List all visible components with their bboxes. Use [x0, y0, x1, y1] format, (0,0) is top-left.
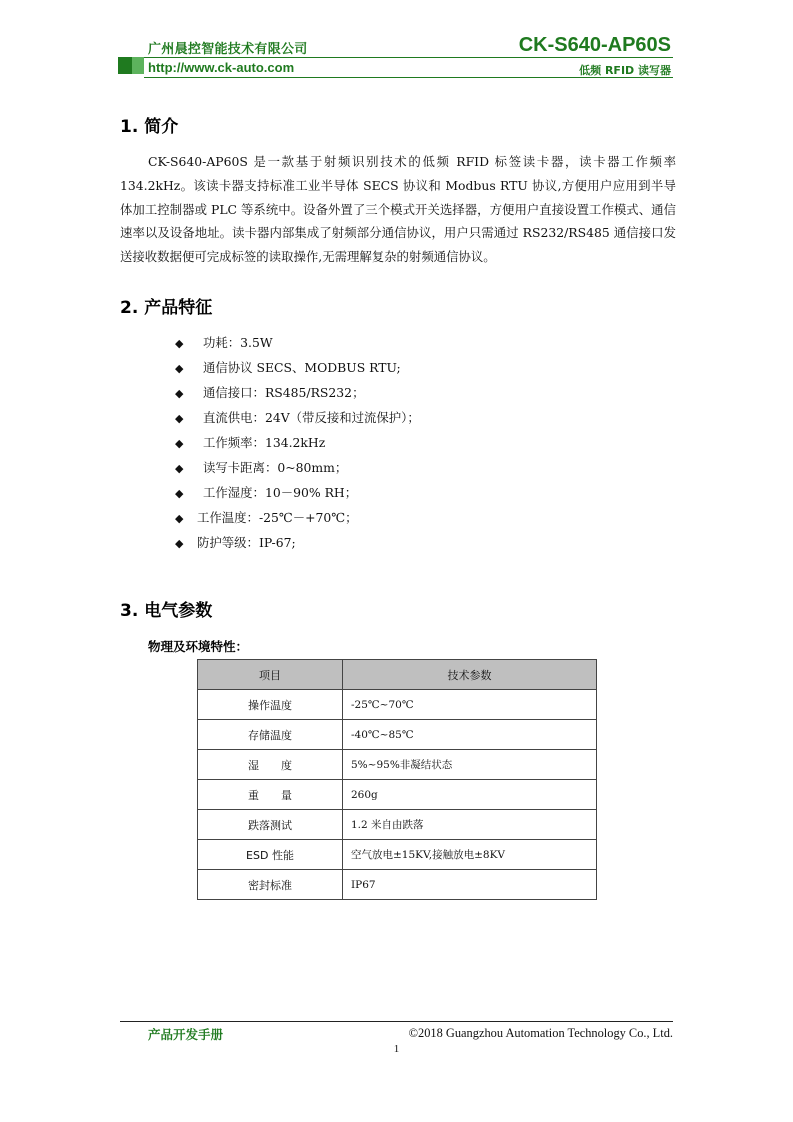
section-title-features: 2. 产品特征	[120, 298, 213, 318]
row-value: -25℃~70℃	[343, 690, 597, 720]
feature-text: 读写卡距离：0~80mm；	[203, 460, 348, 475]
features-list	[175, 330, 420, 555]
diamond-bullet-icon: ◆	[175, 537, 184, 550]
section-title-electrical: 3. 电气参数	[120, 601, 213, 621]
diamond-bullet-icon: ◆	[175, 437, 184, 450]
table-row	[198, 810, 597, 840]
feature-item	[175, 355, 420, 380]
intro-paragraph: CK-S640-AP60S 是一款基于射频识别技术的低频 RFID 标签读卡器，读卡器工作频率 134.2kHz。该读卡器支持标准工业半导体 SECS 协议和 Modbus RTU 协议,方便用户应用到半导体加工控制器或 PLC 等系统中。设备外置了三个模式开关选择器，方便用户直接设置工作模式、通信速率以及设备地址。读卡器内部集成了射频部分通信协议，用户只需通过 RS232/RS485 通信接口发送接收数据便可完成标签的读取操作,无需理解复杂的射频通信协议。	[120, 154, 676, 265]
footer-copyright: ©2018 Guangzhou Automation Technology Co., Ltd.	[408, 1026, 673, 1040]
feature-text: 工作湿度：10－90% RH；	[203, 485, 358, 500]
feature-item	[175, 455, 420, 480]
row-value: 1.2 米自由跌落	[343, 810, 597, 840]
table-row	[198, 870, 597, 900]
feature-item	[175, 380, 420, 405]
row-value: 空气放电±15KV,接触放电±8KV	[343, 840, 597, 870]
row-value: IP67	[343, 870, 597, 900]
row-value: 5%~95%非凝结状态	[343, 750, 597, 780]
header-logo-block-light	[132, 57, 144, 74]
feature-text: 工作频率：134.2kHz	[203, 435, 326, 450]
diamond-bullet-icon: ◆	[175, 487, 184, 500]
section-title-intro: 1. 简介	[120, 117, 179, 137]
header-rule	[120, 57, 673, 58]
diamond-bullet-icon: ◆	[175, 337, 184, 350]
table-caption: 物理及环境特性：	[148, 639, 249, 654]
page-number: 1	[393, 1043, 400, 1055]
footer-rule	[120, 1021, 673, 1022]
column-header-item: 项目	[198, 660, 343, 690]
table-row	[198, 690, 597, 720]
feature-item	[175, 505, 420, 530]
table-row	[198, 750, 597, 780]
header-logo-block-dark	[118, 57, 132, 74]
feature-item	[175, 480, 420, 505]
feature-item	[175, 430, 420, 455]
feature-text: 工作温度：-25℃－+70℃；	[197, 510, 358, 525]
row-label: ESD 性能	[198, 840, 343, 870]
row-label: 存储温度	[198, 720, 343, 750]
table-row	[198, 840, 597, 870]
feature-item	[175, 530, 420, 555]
feature-item	[175, 330, 420, 355]
column-header-spec: 技术参数	[343, 660, 597, 690]
diamond-bullet-icon: ◆	[175, 362, 184, 375]
feature-text: 直流供电：24V（带反接和过流保护）；	[203, 410, 420, 425]
feature-text: 防护等级：IP-67;	[197, 535, 296, 550]
table-header-row	[198, 660, 597, 690]
company-url[interactable]: http://www.ck-auto.com	[148, 60, 295, 75]
row-value: 260g	[343, 780, 597, 810]
row-value: -40℃~85℃	[343, 720, 597, 750]
header-rule-lower	[144, 77, 673, 78]
feature-text: 功耗：3.5W	[203, 335, 273, 350]
diamond-bullet-icon: ◆	[175, 512, 184, 525]
footer-manual-title: 产品开发手册	[148, 1027, 224, 1042]
feature-text: 通信协议 SECS、MODBUS RTU;	[203, 360, 401, 375]
table-row	[198, 720, 597, 750]
product-type: 低频 RFID 读写器	[579, 64, 671, 77]
model-number: CK-S640-AP60S	[518, 34, 671, 56]
feature-item	[175, 405, 420, 430]
feature-text: 通信接口：RS485/RS232；	[203, 385, 365, 400]
row-label: 操作温度	[198, 690, 343, 720]
row-label: 重 量	[198, 780, 343, 810]
row-label: 密封标准	[198, 870, 343, 900]
parameters-table	[197, 659, 597, 900]
company-name: 广州晨控智能技术有限公司	[148, 42, 308, 57]
table-row	[198, 780, 597, 810]
diamond-bullet-icon: ◆	[175, 412, 184, 425]
diamond-bullet-icon: ◆	[175, 387, 184, 400]
row-label: 湿 度	[198, 750, 343, 780]
row-label: 跌落测试	[198, 810, 343, 840]
diamond-bullet-icon: ◆	[175, 462, 184, 475]
